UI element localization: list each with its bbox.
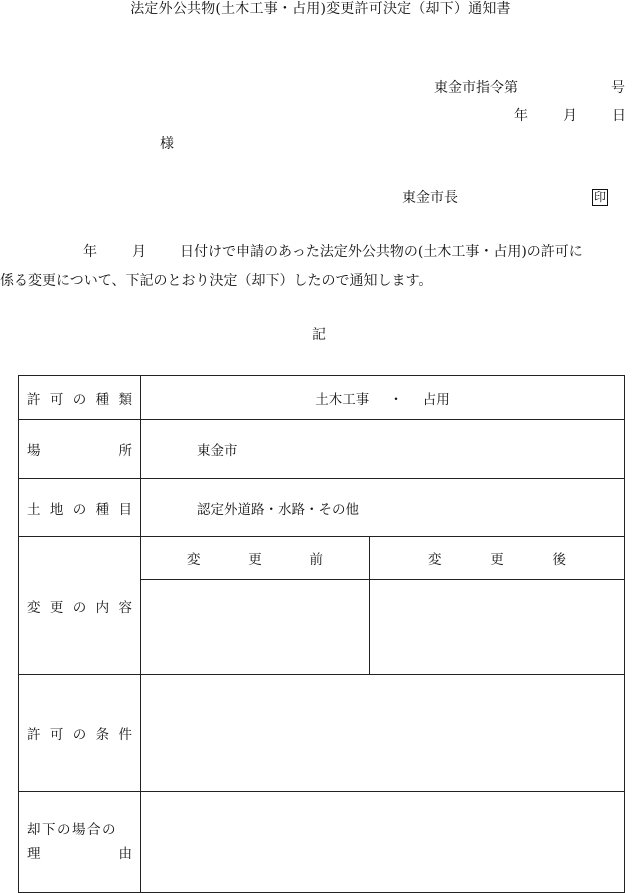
header-char: 更 bbox=[490, 552, 504, 568]
form-table bbox=[18, 375, 625, 893]
record-heading: 記 bbox=[312, 327, 326, 343]
after-change-value[interactable] bbox=[370, 580, 625, 675]
conditions-label bbox=[19, 675, 141, 792]
kind-separator: ・ bbox=[389, 391, 403, 408]
land-type-label bbox=[19, 479, 141, 537]
label-char: の bbox=[72, 727, 87, 743]
label-char: 由 bbox=[118, 846, 132, 862]
permit-kind-label bbox=[19, 376, 141, 420]
addressee: 様 bbox=[160, 136, 174, 152]
label-char: 可 bbox=[49, 391, 64, 408]
kind-option-occupancy[interactable]: 占用 bbox=[422, 391, 450, 408]
header-char: 変 bbox=[428, 552, 442, 568]
issuer-name: 東金市長 bbox=[402, 190, 458, 206]
body-text-line1: 日付けで申請のあった法定外公共物の(土木工事・占用)の許可に bbox=[180, 244, 583, 260]
document-title: 法定外公共物(土木工事・占用)変更許可決定（却下）通知書 bbox=[130, 1, 511, 17]
place-label bbox=[19, 420, 141, 479]
label-char: の bbox=[72, 501, 87, 518]
row-permit-kind bbox=[19, 376, 625, 420]
row-land-type bbox=[19, 479, 625, 537]
label-char: 可 bbox=[49, 727, 64, 743]
label-char: 更 bbox=[49, 599, 64, 616]
header-char: 前 bbox=[309, 552, 323, 568]
label-char: 所 bbox=[118, 443, 132, 459]
label-char: 目 bbox=[118, 501, 132, 518]
label-char: 土 bbox=[27, 501, 41, 518]
permit-kind-value[interactable] bbox=[141, 376, 625, 420]
body-month: 月 bbox=[132, 244, 146, 260]
label-char: の bbox=[72, 391, 87, 408]
date-year: 年 bbox=[514, 108, 528, 124]
label-char: 変 bbox=[27, 599, 41, 616]
doc-number-prefix: 東金市指令第 bbox=[434, 80, 518, 96]
row-change-header bbox=[19, 537, 625, 580]
before-change-header bbox=[141, 537, 370, 580]
date-month: 月 bbox=[563, 108, 577, 124]
seal-mark: 印 bbox=[593, 190, 606, 204]
label-char: 種 bbox=[95, 391, 110, 408]
label-char: 件 bbox=[118, 727, 132, 743]
header-char: 変 bbox=[187, 552, 201, 568]
row-place bbox=[19, 420, 625, 479]
label-char: 理 bbox=[27, 846, 41, 862]
body-year: 年 bbox=[83, 244, 97, 260]
label-char: 種 bbox=[95, 501, 110, 518]
label-char: 条 bbox=[95, 727, 110, 743]
land-type-value[interactable]: 認定外道路・水路・その他 bbox=[141, 479, 625, 537]
body-text-line2: 係る変更について、下記のとおり決定（却下）したので通知します。 bbox=[0, 273, 433, 289]
row-conditions bbox=[19, 675, 625, 792]
label-char: 許 bbox=[27, 727, 41, 743]
before-change-value[interactable] bbox=[141, 580, 370, 675]
label-char: 類 bbox=[118, 391, 132, 408]
after-change-header bbox=[370, 537, 625, 580]
label-char: 許 bbox=[27, 391, 41, 408]
header-char: 更 bbox=[248, 552, 262, 568]
place-value[interactable]: 東金市 bbox=[141, 420, 625, 479]
doc-number-suffix: 号 bbox=[611, 80, 625, 96]
label-char: 内 bbox=[95, 599, 110, 616]
conditions-value[interactable] bbox=[141, 675, 625, 792]
label-char: の bbox=[72, 599, 87, 616]
rejection-reason-value[interactable] bbox=[141, 792, 625, 893]
rejection-label-line1: 却下の場合の bbox=[27, 822, 117, 838]
header-char: 後 bbox=[552, 552, 566, 568]
date-day: 日 bbox=[612, 108, 626, 124]
row-rejection-reason bbox=[19, 792, 625, 893]
label-char: 容 bbox=[118, 599, 132, 616]
label-char: 地 bbox=[49, 501, 64, 518]
rejection-reason-label bbox=[19, 792, 141, 893]
kind-option-civil[interactable]: 土木工事 bbox=[315, 391, 370, 408]
change-content-label bbox=[19, 537, 141, 675]
label-char: 場 bbox=[27, 443, 41, 459]
